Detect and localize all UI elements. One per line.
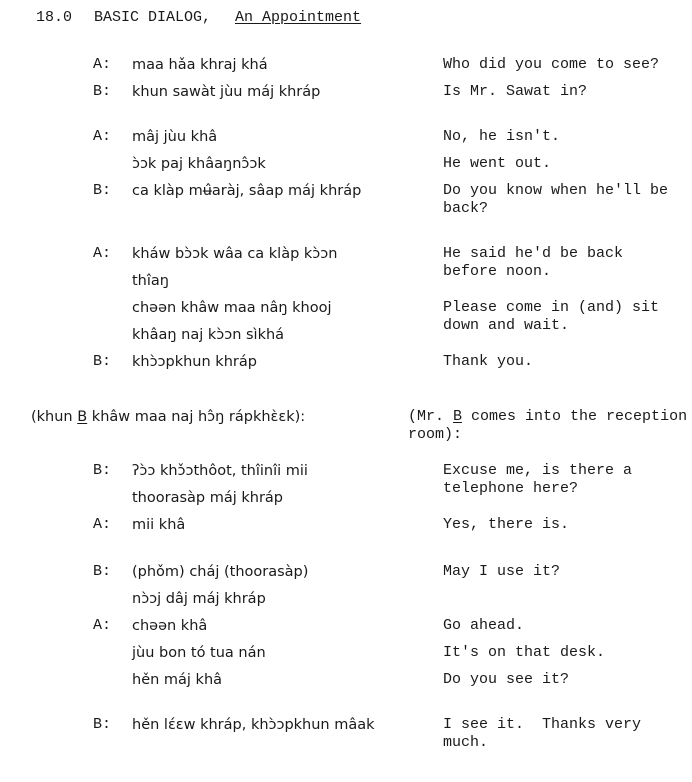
- thai-line: khɔ̀ɔpkhun khráp: [132, 354, 257, 370]
- thai-line: thîaŋ: [132, 273, 169, 289]
- thai-line: chəən khâ: [132, 618, 208, 634]
- thai-line: mii khâ: [132, 517, 186, 533]
- speaker-b-marker: B: [77, 409, 88, 425]
- english-line: Excuse me, is there a telephone here?: [443, 462, 633, 497]
- english-line: Go ahead.: [443, 617, 525, 634]
- speaker-label: A:: [93, 56, 112, 73]
- speaker-label: B:: [93, 353, 112, 370]
- english-line: Thank you.: [443, 353, 534, 370]
- english-line: He went out.: [443, 155, 552, 172]
- speaker-label: A:: [93, 617, 112, 634]
- english-line: Who did you come to see?: [443, 56, 660, 73]
- speaker-label: B:: [93, 563, 112, 580]
- speaker-b-marker: B: [453, 408, 463, 425]
- thai-line: nɔ̀ɔj dâj máj khráp: [132, 591, 266, 607]
- thai-line: khâaŋ naj kɔ̀ɔn sìkhá: [132, 327, 285, 343]
- thai-line: kháw bɔ̀ɔk wâa ca klàp kɔ̀ɔn: [132, 246, 338, 262]
- speaker-label: B:: [93, 716, 112, 733]
- context-thai: (khun B khâw maa naj hɔ̂ŋ rápkhɛ̀ɛk):: [31, 409, 306, 425]
- speaker-label: B:: [93, 83, 112, 100]
- thai-line: mâj jùu khâ: [132, 129, 218, 145]
- section-number: 18.0: [36, 9, 73, 26]
- speaker-label: A:: [93, 516, 112, 533]
- context-english: (Mr. B comes into the reception room):: [408, 408, 688, 443]
- thai-line: ʔɔ̀ɔ khɔ̌ɔthôot, thîinîi mii: [132, 463, 308, 479]
- speaker-label: B:: [93, 462, 112, 479]
- thai-line: chəən khâw maa nâŋ khooj: [132, 300, 332, 316]
- section-title: BASIC DIALOG,: [94, 9, 212, 26]
- english-line: I see it. Thanks very much.: [443, 716, 651, 751]
- thai-line: hěn lɛ́ɛw khráp, khɔ̀ɔpkhun mâak: [132, 717, 375, 733]
- thai-line: ɔ̀ɔk paj khâaŋnɔ̂ɔk: [132, 156, 266, 172]
- english-line: Is Mr. Sawat in?: [443, 83, 588, 100]
- english-line: It's on that desk.: [443, 644, 606, 661]
- english-line: Yes, there is.: [443, 516, 570, 533]
- thai-line: maa hǎa khraj khá: [132, 57, 268, 73]
- speaker-label: A:: [93, 128, 112, 145]
- english-line: Do you see it?: [443, 671, 570, 688]
- speaker-label: B:: [93, 182, 112, 199]
- thai-line: ca klàp mʉ̂aràj, sâap máj khráp: [132, 183, 362, 199]
- thai-line: jùu bon tó tua nán: [132, 645, 266, 661]
- english-line: No, he isn't.: [443, 128, 561, 145]
- english-line: Please come in (and) sit down and wait.: [443, 299, 660, 334]
- speaker-label: A:: [93, 245, 112, 262]
- section-subtitle: An Appointment: [235, 9, 362, 26]
- thai-line: hěn máj khâ: [132, 672, 223, 688]
- english-line: He said he'd be back before noon.: [443, 245, 624, 280]
- english-line: Do you know when he'll be back?: [443, 182, 669, 217]
- thai-line: khun sawàt jùu máj khráp: [132, 84, 321, 100]
- thai-line: (phǒm) cháj (thoorasàp): [132, 564, 309, 580]
- thai-line: thoorasàp máj khráp: [132, 490, 284, 506]
- english-line: May I use it?: [443, 563, 561, 580]
